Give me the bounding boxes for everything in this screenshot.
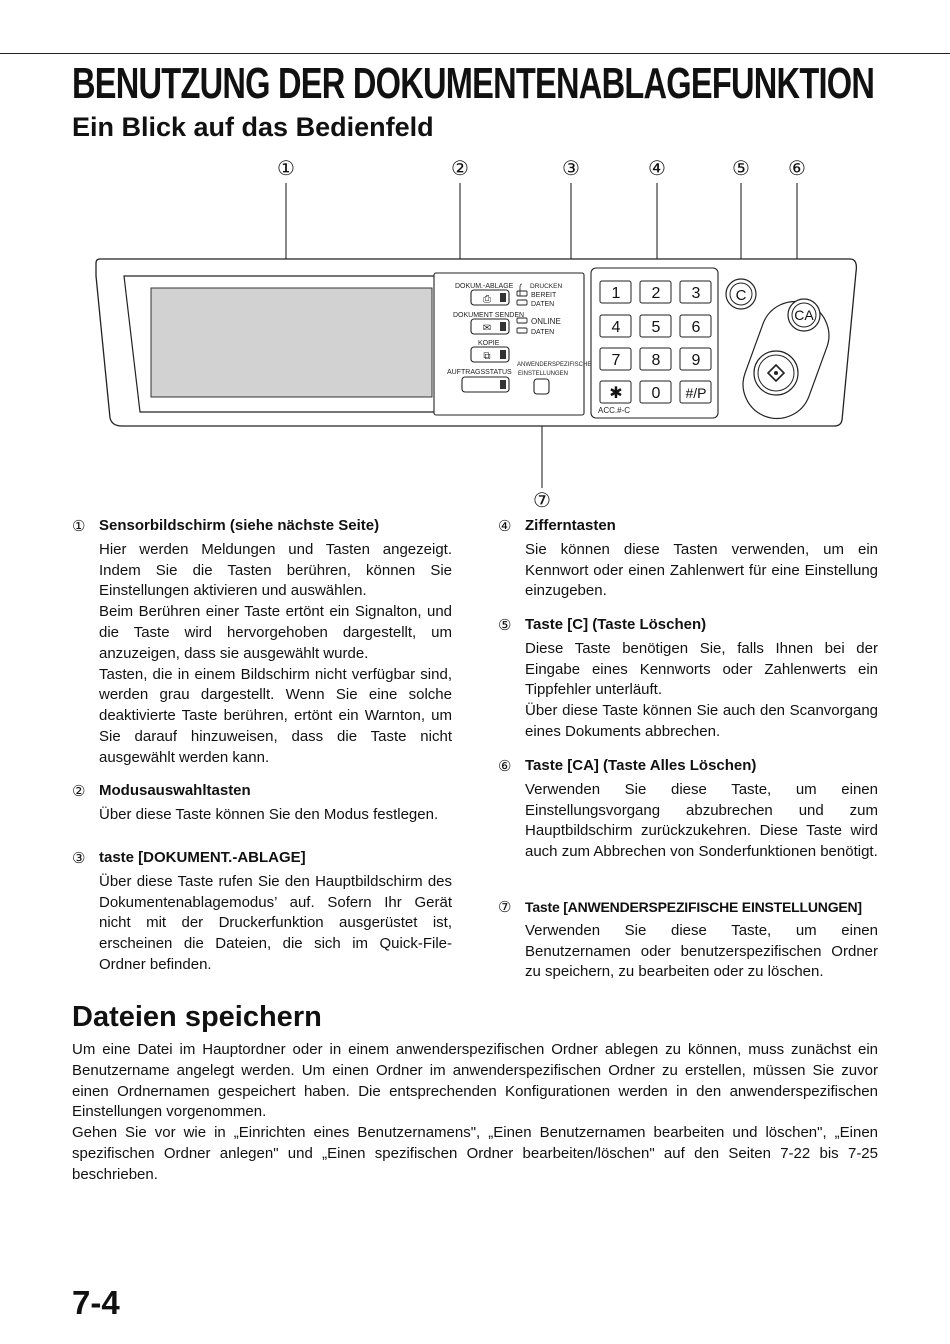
item-title: Taste [ANWENDERSPEZIFISCHE EINSTELLUNGEN]	[525, 899, 862, 915]
svg-text:6: 6	[691, 319, 701, 336]
item-taste-ca	[498, 756, 878, 863]
section-paragraph: Um eine Datei im Hauptordner oder in einem anwenderspezifischen Ordner ablegen zu können, muss zunächst ein Benutzername angelegt werden. Um einen Ordner im anwenderspezifischen Ordner zu erstellen, müssen Sie zuvor einen Ordnernamen gespeichert haben. Die entsprechenden Konfigurationen werden in den anwenderspezifischen Einstellungen vorgenommen.	[72, 1041, 878, 1121]
item-paragraph: Sie können diese Tasten verwenden, um ein Kennwort oder einen Zahlenwert für eine Einstellung einzugeben.	[525, 540, 878, 600]
item-zifferntasten	[498, 516, 878, 602]
clear-all-key[interactable]	[788, 299, 820, 331]
svg-text:CA: CA	[794, 307, 814, 323]
label-daten-2: DATEN	[531, 329, 555, 336]
svg-text:⧉: ⧉	[483, 351, 491, 362]
key-1[interactable]	[600, 281, 631, 303]
item-number: ③	[72, 850, 86, 867]
mode-button-dokument-senden[interactable]	[471, 319, 509, 334]
item-number: ④	[498, 518, 512, 535]
key-9[interactable]	[680, 348, 711, 370]
touch-screen[interactable]	[151, 288, 432, 397]
item-number: ①	[72, 518, 86, 535]
item-paragraph: Beim Berühren einer Taste ertönt ein Signalton, und die Taste wird hervorgehoben dargestellt, um anzuzeigen, dass sie ausgewählt wurde.	[99, 603, 452, 662]
label-anwender-1: ANWENDERSPEZIFISCHE	[517, 362, 592, 368]
section-body	[72, 1040, 878, 1186]
item-paragraph: Über diese Taste können Sie den Modus festlegen.	[99, 805, 439, 823]
key-7[interactable]	[600, 348, 631, 370]
svg-text:9: 9	[691, 352, 701, 369]
svg-text:1: 1	[611, 285, 621, 302]
item-taste-c	[498, 615, 878, 743]
key-hash-p[interactable]	[680, 381, 711, 403]
item-paragraph: Verwenden Sie diese Taste, um einen Einstellungsvorgang abzubrechen und zum Hauptbildschirm zurückzukehren. Diese Taste wird auch zum Abbrechen von Sonderfunktionen benötigt.	[525, 780, 878, 861]
label-drucken: DRUCKEN	[530, 283, 563, 290]
callout-1: ①	[277, 158, 295, 180]
page-subtitle: Ein Blick auf das Bedienfeld	[72, 112, 434, 142]
key-4[interactable]	[600, 315, 631, 337]
auftragsstatus-button[interactable]	[462, 377, 509, 392]
control-panel-diagram	[0, 150, 950, 520]
item-paragraph: Über diese Taste rufen Sie den Hauptbildschirm des Dokumentenablagemodus’ auf. Sofern Ihr Gerät nicht mit der Druckerfunktion ausgerüstet ist, erscheinen die Dateien, die sich im Quick-File-Ordner befinden.	[99, 872, 452, 973]
svg-text:5: 5	[651, 319, 661, 336]
item-paragraph: Verwenden Sie diese Taste, um einen Benutzernamen oder benutzerspezifischen Ordner zu speichern, zu bearbeiten oder zu löschen.	[525, 921, 878, 981]
item-number: ⑥	[498, 758, 512, 775]
key-6[interactable]	[680, 315, 711, 337]
svg-text:✱: ✱	[609, 385, 623, 402]
key-5[interactable]	[640, 315, 671, 337]
key-8[interactable]	[640, 348, 671, 370]
start-key[interactable]	[754, 351, 798, 395]
label-daten: DATEN	[531, 301, 555, 308]
svg-text:3: 3	[691, 285, 701, 302]
item-paragraph: Über diese Taste können Sie auch den Scanvorgang eines Dokuments abbrechen.	[525, 702, 878, 740]
svg-text:4: 4	[611, 319, 621, 336]
callout-3: ③	[562, 158, 580, 180]
callout-2: ②	[451, 158, 469, 180]
callout-6: ⑥	[788, 158, 806, 180]
item-title: Taste [C] (Taste Löschen)	[525, 616, 707, 633]
item-modusauswahltasten	[72, 781, 452, 826]
section-heading: Dateien speichern	[72, 1001, 322, 1033]
page-title: BENUTZUNG DER DOKUMENTENABLAGEFUNKTION	[72, 59, 875, 108]
item-paragraph: Hier werden Meldungen und Tasten angezeigt. Indem Sie die Tasten berühren, können Sie Einstellungen aktivieren und auswählen.	[99, 540, 452, 600]
anwender-einstellungen-button[interactable]	[534, 379, 549, 394]
callout-5: ⑤	[732, 158, 750, 180]
svg-text:0: 0	[651, 385, 661, 402]
label-online: ONLINE	[531, 317, 561, 326]
page-number: 7-4	[72, 1284, 120, 1321]
svg-text:7: 7	[611, 352, 621, 369]
item-paragraph: Diese Taste benötigen Sie, falls Ihnen bei der Eingabe eines Kennworts oder Zahlenwerts ein Tippfehler unterläuft.	[525, 639, 878, 699]
label-dokument-senden: DOKUMENT SENDEN	[453, 312, 525, 319]
item-title: taste [DOKUMENT.-ABLAGE]	[99, 849, 306, 866]
item-number: ②	[72, 783, 86, 800]
callout-7: ⑦	[533, 490, 551, 512]
mode-button-kopie[interactable]	[471, 347, 509, 362]
svg-text:#/P: #/P	[685, 385, 707, 401]
label-anwender-2: EINSTELLUNGEN	[518, 371, 569, 377]
key-asterisk[interactable]	[600, 381, 631, 403]
callout-4: ④	[648, 158, 666, 180]
item-paragraph: Tasten, die in einem Bildschirm nicht verfügbar sind, werden grau dargestellt. Wenn Sie eine solche deaktivierte Taste berühren, ertönt ein Warnton, um Sie darauf hinzuweisen, dass die Taste nicht ausgewählt werden kann.	[99, 665, 452, 766]
svg-text:✉: ✉	[482, 323, 492, 334]
svg-text:C: C	[735, 287, 747, 304]
mode-button-dokum-ablage[interactable]	[471, 290, 509, 305]
item-anwender-einstellungen	[498, 897, 878, 983]
section-paragraph: Gehen Sie vor wie in „Einrichten eines Benutzernamens", „Einen Benutzernamen bearbeiten und löschen", „Einen spezifischen Ordner anlegen" und „Einen spezifischen Ordner bearbeiten/löschen" auf den Seiten 7-22 bis 7-25 beschrieben.	[72, 1124, 878, 1183]
clear-key[interactable]	[726, 279, 756, 309]
label-bereit: BEREIT	[531, 292, 557, 299]
item-dokument-ablage	[72, 848, 452, 976]
svg-text:8: 8	[651, 352, 661, 369]
item-title: Sensorbildschirm (siehe nächste Seite)	[99, 517, 380, 534]
label-kopie: KOPIE	[478, 340, 500, 347]
label-dokum-ablage: DOKUM.-ABLAGE	[455, 283, 514, 290]
key-0[interactable]	[640, 381, 671, 403]
key-2[interactable]	[640, 281, 671, 303]
label-auftragsstatus: AUFTRAGSSTATUS	[447, 369, 512, 376]
item-number: ⑤	[498, 617, 512, 634]
item-title: Taste [CA] (Taste Alles Löschen)	[525, 757, 757, 774]
item-number: ⑦	[498, 899, 512, 916]
svg-text:⎙: ⎙	[483, 294, 491, 305]
top-rule	[0, 53, 950, 54]
key-3[interactable]	[680, 281, 711, 303]
item-title: Modusauswahltasten	[99, 782, 251, 799]
svg-text:2: 2	[651, 285, 661, 302]
acc-label: ACC.#-C	[598, 406, 631, 415]
item-title: Zifferntasten	[525, 517, 616, 534]
item-sensorbildschirm	[72, 516, 452, 769]
